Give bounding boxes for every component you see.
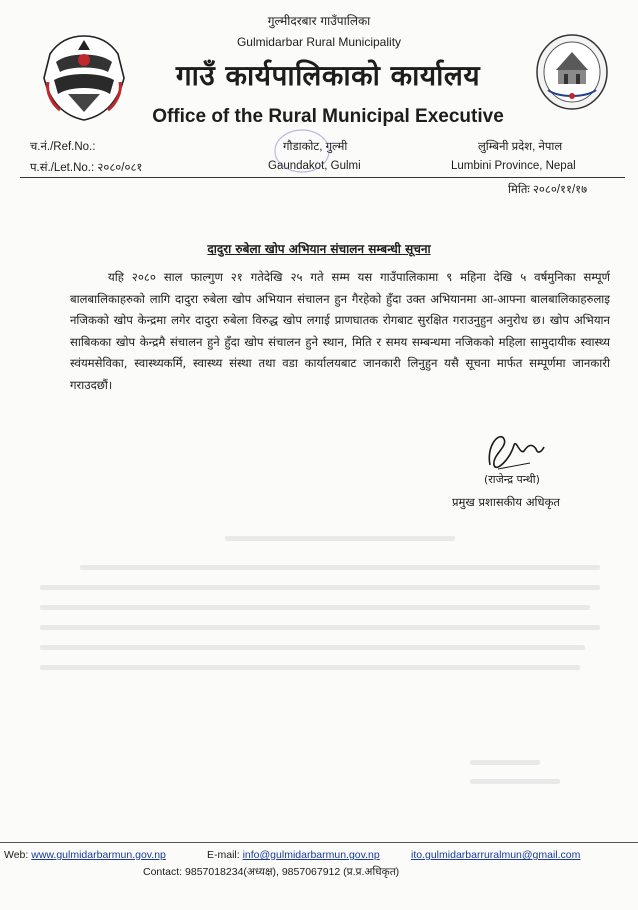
province-english: Lumbini Province, Nepal [451,160,576,172]
email-link[interactable]: info@gulmidarbarmun.gov.np [242,849,380,861]
notice-body [70,267,610,397]
footer-email-group [207,849,380,861]
bleedthrough-ghost-text [225,536,475,541]
location-english: Gaundakot, Gulmi [268,160,361,172]
letter-date: मितिः २०८०/११/१७ [508,184,588,196]
secondary-email-link[interactable] [411,849,580,861]
bleedthrough-ghost-paragraph [40,565,610,685]
footer-divider [0,842,638,843]
email-label: E-mail: [207,849,240,861]
province-nepali: लुम्बिनी प्रदेश, नेपाल [478,141,563,153]
header-divider [20,177,625,178]
bleedthrough-ghost-signoff [470,760,570,784]
municipality-seal-logo [534,32,610,112]
signatory-name: (राजेन्द्र पन्थी) [484,473,540,486]
signatory-title: प्रमुख प्रशासकीय अधिकृत [452,495,560,509]
nepal-emblem-logo [38,32,130,124]
municipality-name-english: Gulmidarbar Rural Municipality [236,35,402,49]
footer-phone-contacts: Contact: 9857018234(अध्यक्ष), 9857067912 (प्र.प्र.अधिकृत) [143,866,400,878]
municipality-name-nepali: गुल्मीदरबार गाउँपालिका [267,14,371,28]
ref-number: च.नं./Ref.No.: [30,141,96,153]
office-title-english: Office of the Rural Municipal Executive [152,106,504,127]
signature-graphic [480,425,550,475]
secondary-email-text[interactable]: ito.gulmidarbarruralmun@gmail.com [411,849,581,861]
office-title-nepali: गाउँ कार्यपालिकाको कार्यालय [175,59,481,92]
website-link[interactable]: www.gulmidarbarmun.gov.np [31,849,166,861]
location-nepali: गौडाकोट, गुल्मी [283,141,348,153]
notice-subject: दादुरा रुबेला खोप अभियान संचालन सम्बन्धी सूचना [207,242,431,256]
notice-body-text: यहि २०८० साल फाल्गुण २१ गतेदेखि २५ गते सम्म यस गाउँपालिकामा ९ महिना देखि ५ वर्षमुनिका सम्पूर्ण बालबालिकाहरुको लागि दादुरा रुबेला खोप अभियान संचालन हुन गैरहेको हुँदा उक्त अभियानमा आ-आफ्ना बालबालिकाहरुलाइ नजिकको खोप केन्द्रमा लगेर दादुरा रुबेला विरुद्ध खोप लगाई प्राणघातक रोगबाट सुरक्षित गराउनुहुन अनुरोध छ। खोप अभियान साबिकका खोप केन्द्रमै संचालन हुने हुँदा खोप संचालन हुने स्थान, मिति र समय सम्बन्धमा नजिकको महिला सामुदायीक स्वास्थ्य स्वंयमसेविका, स्वास्थ्यकर्मि, स्वास्थ्य संस्था तथा वडा कार्यालयबाट जानकारी लिनुहुन यसै सूचना मार्फत सम्पूर्णमा जानकारी गराउदछौं। [70,270,610,392]
office-stamp-graphic [272,126,332,176]
footer-contact-line [4,849,166,861]
web-label: Web: [4,849,29,861]
letter-number: प.सं./Let.No.: २०८०/०८१ [30,162,143,174]
